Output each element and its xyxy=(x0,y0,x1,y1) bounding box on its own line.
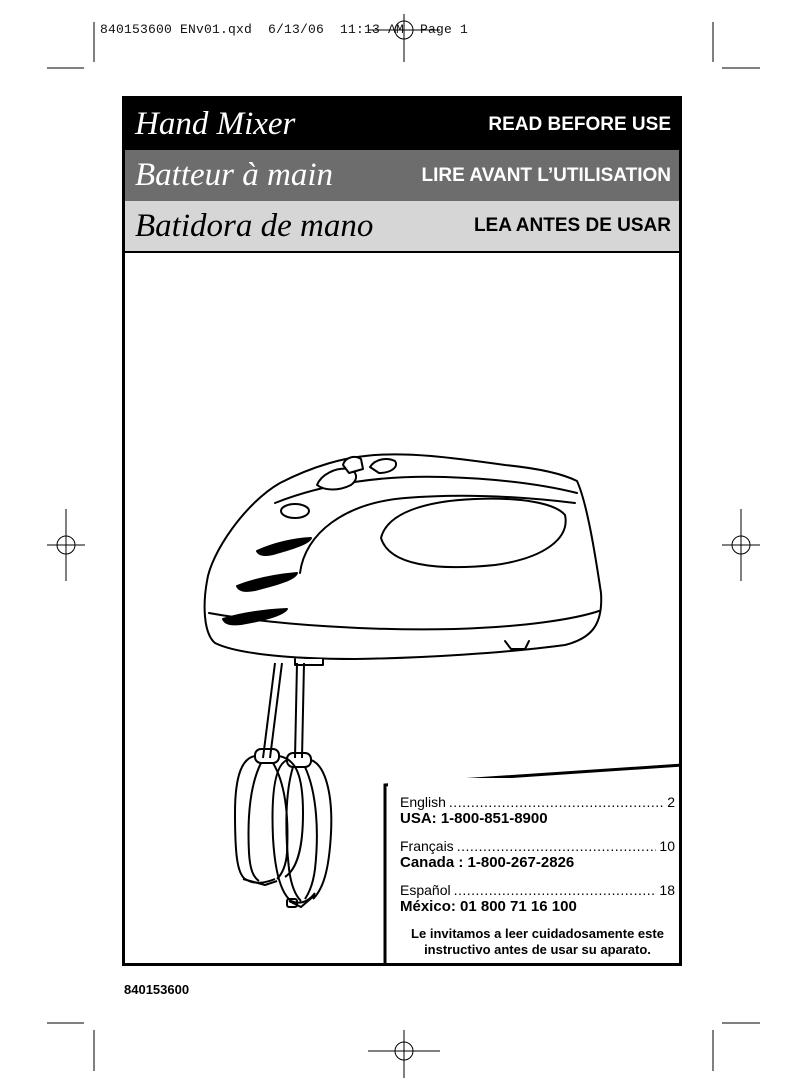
notice-spanish: LEA ANTES DE USAR xyxy=(473,215,671,236)
toc-phone-canada: Canada : 1-800-267-2826 xyxy=(400,854,575,871)
table-of-contents xyxy=(388,778,682,965)
registration-mark-top xyxy=(368,14,440,62)
toc-leader xyxy=(454,882,657,898)
toc-language: English xyxy=(400,794,446,810)
registration-mark-right xyxy=(722,509,760,581)
toc-entry-spanish[interactable] xyxy=(400,882,675,898)
title-english: Hand Mixer xyxy=(135,106,296,142)
registration-mark-left xyxy=(47,509,85,581)
title-band-spanish xyxy=(125,201,679,253)
title-french: Batteur à main xyxy=(135,157,333,193)
notice-english: READ BEFORE USE xyxy=(488,113,671,135)
registration-mark-bottom xyxy=(368,1030,440,1078)
toc-language: Français xyxy=(400,838,454,854)
toc-leader xyxy=(449,794,664,810)
toc-phone-usa: USA: 1-800-851-8900 xyxy=(400,810,548,827)
cover-frame xyxy=(122,96,682,966)
title-band-french xyxy=(125,150,679,201)
toc-language: Español xyxy=(400,882,451,898)
title-band-english xyxy=(125,99,679,150)
note-line-2: instructivo antes de usar su aparato. xyxy=(424,942,651,957)
print-slug: 840153600 ENv01.qxd 6/13/06 11:13 AM Page 1 xyxy=(100,22,469,37)
document-number: 840153600 xyxy=(124,982,190,997)
note-line-1: Le invitamos a leer cuidadosamente este xyxy=(411,926,664,941)
title-spanish: Batidora de mano xyxy=(135,207,374,244)
toc-page: 2 xyxy=(667,794,675,810)
toc-page: 10 xyxy=(659,838,675,854)
toc-entry-english[interactable] xyxy=(400,794,675,810)
spanish-reading-note xyxy=(400,926,675,958)
toc-page: 18 xyxy=(659,882,675,898)
toc-phone-mexico: México: 01 800 71 16 100 xyxy=(400,898,577,915)
notice-french: LIRE AVANT L’UTILISATION xyxy=(421,164,671,186)
toc-leader xyxy=(457,838,657,854)
toc-entry-french[interactable] xyxy=(400,838,675,854)
